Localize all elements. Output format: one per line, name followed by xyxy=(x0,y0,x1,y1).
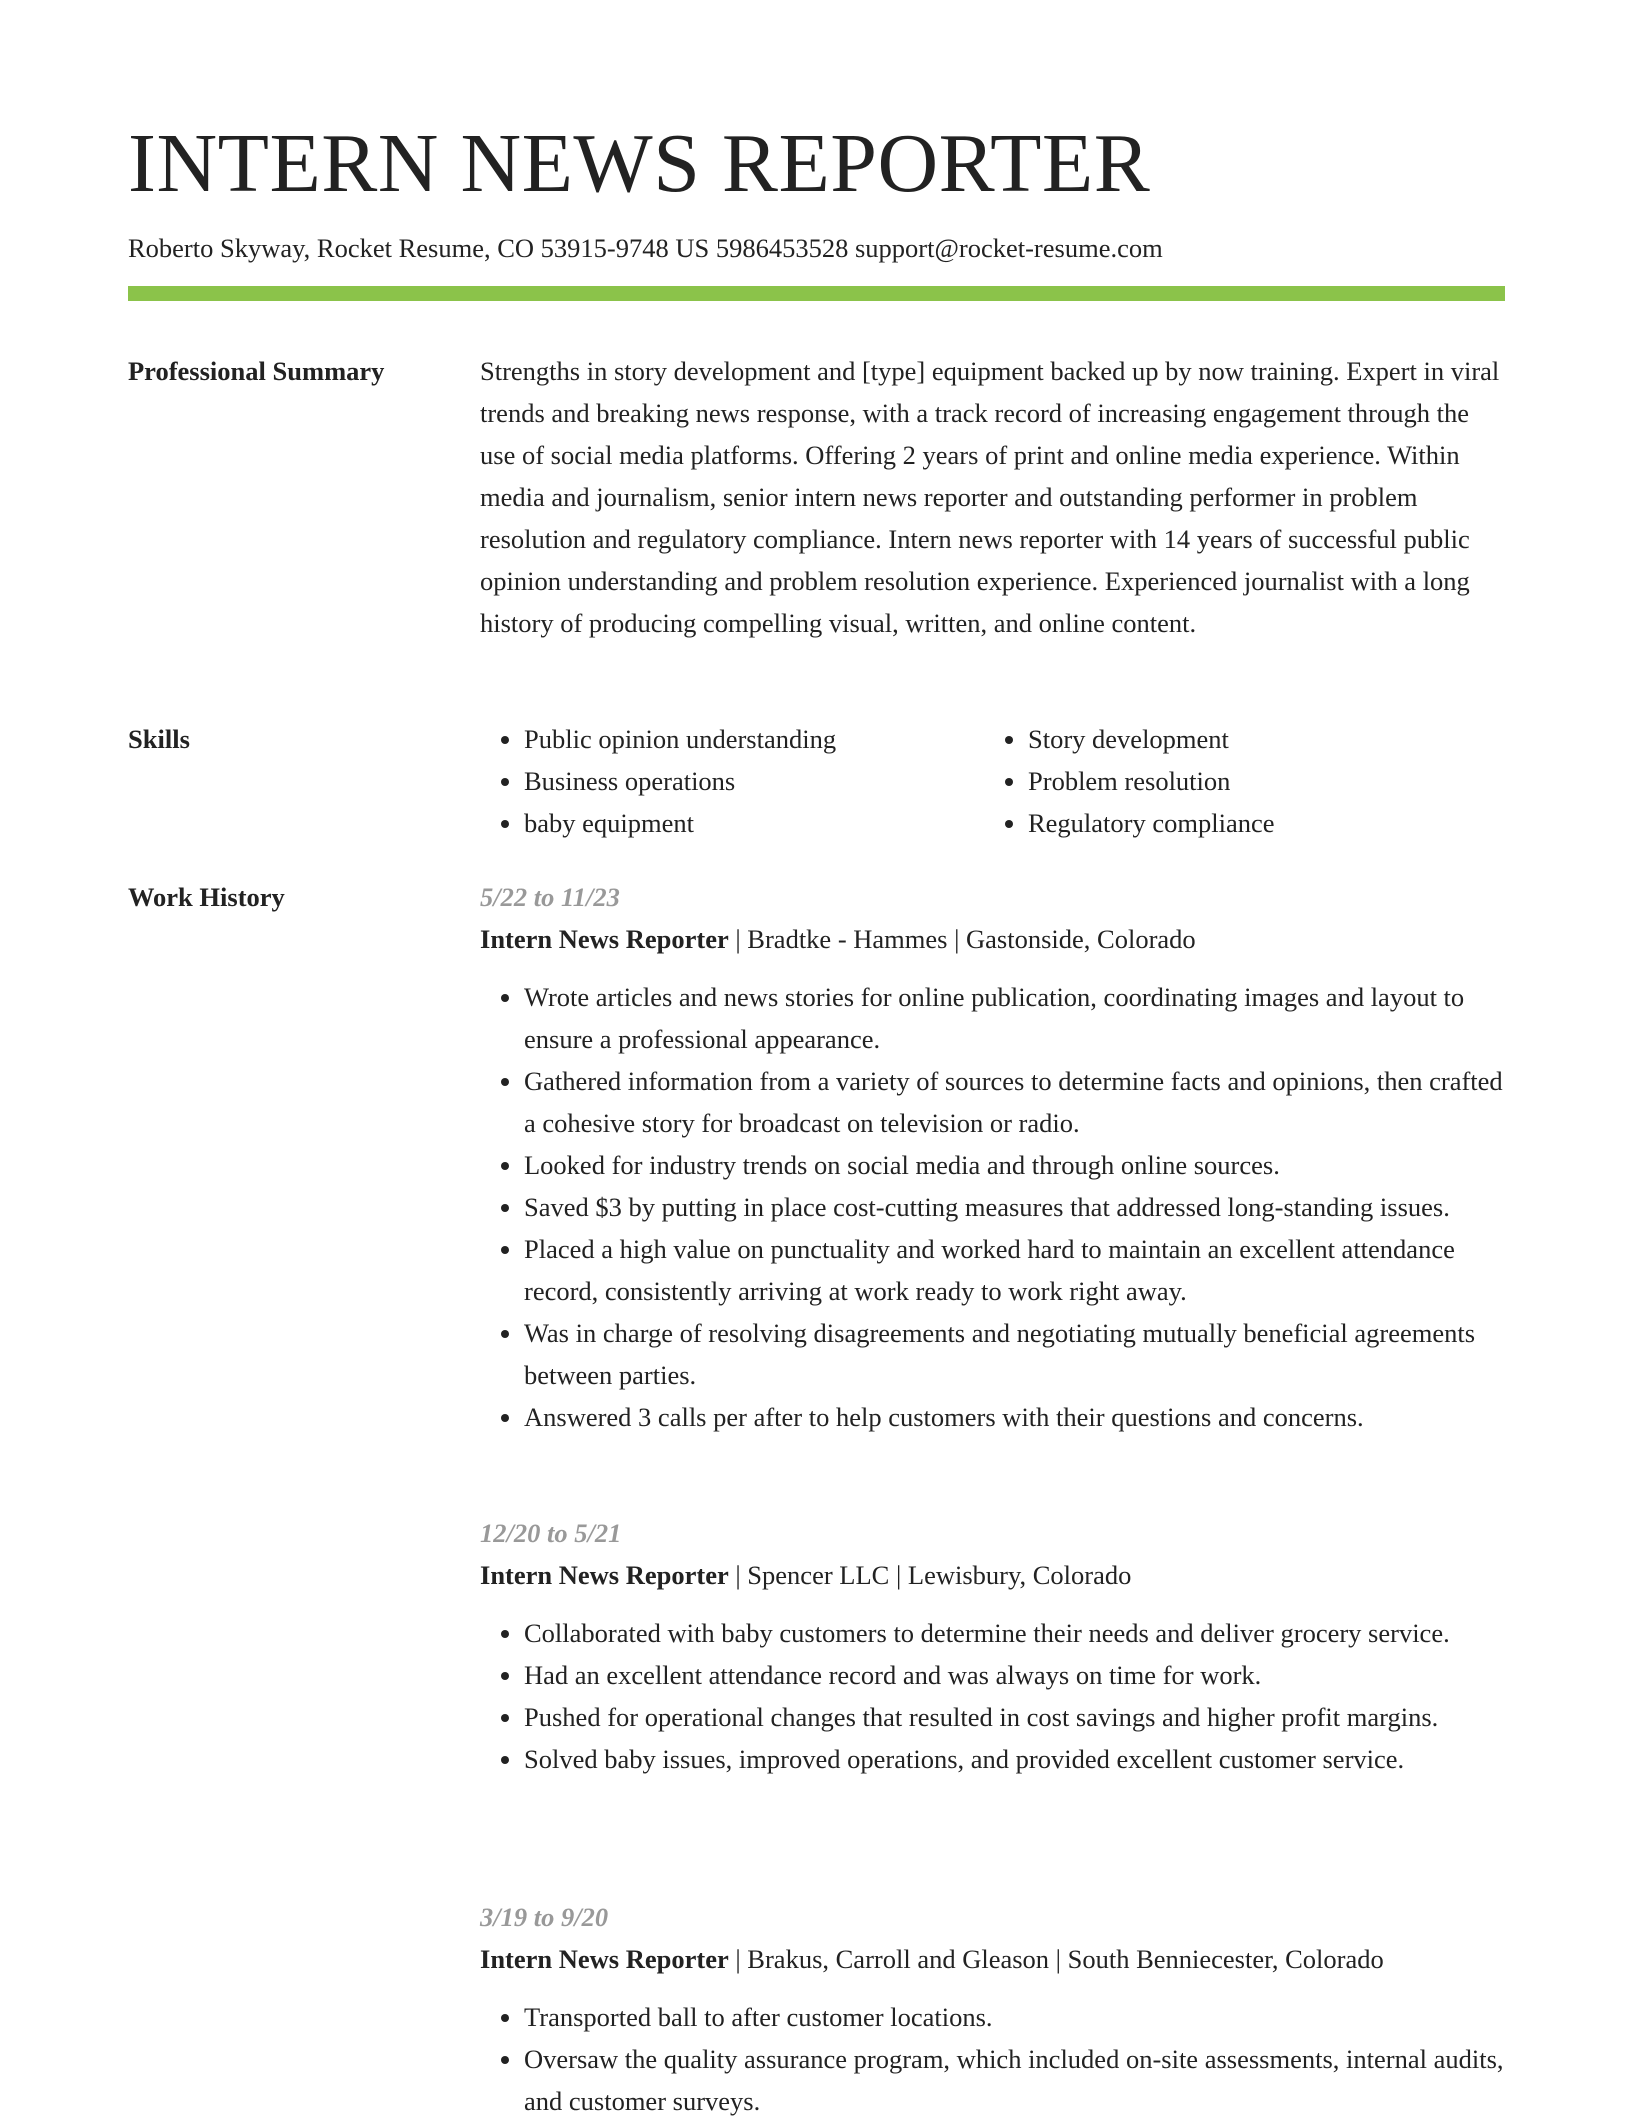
job-details: | Brakus, Carroll and Gleason | South Benniecester, Colorado xyxy=(728,1944,1384,1974)
job-bullet: • Transported ball to after customer locations. xyxy=(524,1996,1505,2038)
job-bullet: • Answered 3 calls per after to help customers with their questions and concerns. xyxy=(524,1396,1505,1438)
contact-info: Roberto Skyway, Rocket Resume, CO 53915-9748 US 5986453528 support@rocket-resume.com xyxy=(128,233,1163,263)
job-date: 3/19 to 9/20 xyxy=(480,1902,609,1932)
job-bullet: • Placed a high value on punctuality and worked hard to maintain an excellent attendance record, consistently arriving at work ready to work right away. xyxy=(524,1228,1505,1312)
job-bullet: • Pushed for operational changes that resulted in cost savings and higher profit margins. xyxy=(524,1696,1505,1738)
skill-item: • baby equipment xyxy=(524,802,940,844)
job-bullet: • Solved baby issues, improved operations, and provided excellent customer service. xyxy=(524,1738,1505,1780)
job-heading xyxy=(480,918,1505,960)
summary-text: Strengths in story development and [type] equipment backed up by now training. Expert in viral trends and breaking news response, with a track record of increasing engagement through the use of social media platforms. Offering 2 years of print and online media experience. Within media and journalism, senior intern news reporter and outstanding performer in problem resolution and regulatory compliance. Intern news reporter with 14 years of successful public opinion understanding and problem resolution experience. Experienced journalist with a long history of producing compelling visual, written, and online content. xyxy=(480,356,1500,638)
job-bullet: • Wrote articles and news stories for online publication, coordinating images and layout to ensure a professional appearance. xyxy=(524,976,1505,1060)
job-bullet: • Was in charge of resolving disagreements and negotiating mutually beneficial agreements between parties. xyxy=(524,1312,1505,1396)
job-bullet: • Collaborated with baby customers to determine their needs and deliver grocery service. xyxy=(524,1612,1505,1654)
resume-title: INTERN NEWS REPORTER xyxy=(128,117,1151,210)
job-title: Intern News Reporter xyxy=(480,1560,729,1590)
job-bullet: • Gathered information from a variety of sources to determine facts and opinions, then crafted a cohesive story for broadcast on television or radio. xyxy=(524,1060,1505,1144)
skills-column-left xyxy=(480,718,940,844)
skills-label: Skills xyxy=(128,724,190,754)
skill-item: • Problem resolution xyxy=(1028,760,1444,802)
job-bullets xyxy=(480,1612,1505,1780)
job-title: Intern News Reporter xyxy=(480,1944,729,1974)
job-title: Intern News Reporter xyxy=(480,924,729,954)
job-entry xyxy=(480,1512,1505,1780)
job-details: | Bradtke - Hammes | Gastonside, Colorado xyxy=(728,924,1196,954)
job-bullet: • Saved $3 by putting in place cost-cutting measures that addressed long-standing issues. xyxy=(524,1186,1505,1228)
job-bullet: • Looked for industry trends on social media and through online sources. xyxy=(524,1144,1505,1186)
job-heading xyxy=(480,1938,1505,1980)
job-heading xyxy=(480,1554,1505,1596)
summary-label: Professional Summary xyxy=(128,356,385,386)
skill-item: • Story development xyxy=(1028,718,1444,760)
job-date: 5/22 to 11/23 xyxy=(480,882,620,912)
job-bullets xyxy=(480,1996,1505,2122)
work-history-label: Work History xyxy=(128,882,285,912)
job-bullets xyxy=(480,976,1505,1438)
job-bullet: • Oversaw the quality assurance program, which included on-site assessments, internal audits, and customer surveys. xyxy=(524,2038,1505,2122)
job-entry xyxy=(480,876,1505,1438)
job-date: 12/20 to 5/21 xyxy=(480,1518,622,1548)
job-bullet: • Had an excellent attendance record and was always on time for work. xyxy=(524,1654,1505,1696)
skill-item: • Regulatory compliance xyxy=(1028,802,1444,844)
skills-list xyxy=(480,718,1505,844)
skill-item: • Business operations xyxy=(524,760,940,802)
job-details: | Spencer LLC | Lewisbury, Colorado xyxy=(728,1560,1132,1590)
skill-item: • Public opinion understanding xyxy=(524,718,940,760)
header-divider xyxy=(128,286,1505,301)
job-entry xyxy=(480,1896,1505,2122)
skills-column-right xyxy=(984,718,1444,844)
